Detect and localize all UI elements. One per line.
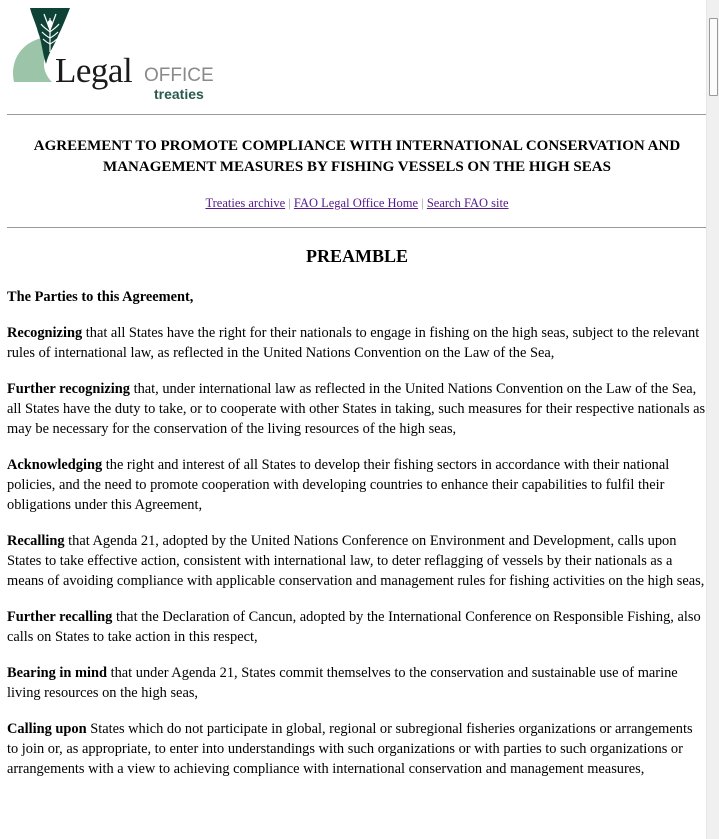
paragraph-further-recalling (7, 607, 707, 647)
paragraph-further-recognizing (7, 379, 707, 439)
paragraph-text: States which do not participate in global, regional or subregional fisheries organizations or arrangements to join or, as appropriate, to enter into understandings with such organizations or with parties to such organizations or arrangements with a view to achieving compliance with international conservation and management measures, (7, 721, 693, 777)
paragraph-text: that the Declaration of Cancun, adopted by the International Conference on Responsible Fishing, also calls on States to take action in this respect, (7, 609, 701, 645)
breadcrumb-nav (0, 196, 714, 211)
link-treaties-archive[interactable]: Treaties archive (205, 196, 286, 210)
nav-divider (7, 227, 706, 228)
paragraph-lead: Calling upon (7, 721, 87, 737)
logo-text-treaties: treaties (154, 86, 204, 102)
paragraph-lead: Further recognizing (7, 381, 130, 397)
paragraph-text: that all States have the right for their nationals to engage in fishing on the high seas, subject to the relevant rules of international law, as reflected in the United Nations Convention on the Law of the Sea, (7, 325, 700, 361)
header-divider (7, 114, 706, 115)
paragraph-lead: Recalling (7, 533, 65, 549)
paragraph-calling-upon (7, 719, 707, 779)
paragraph-text: that Agenda 21, adopted by the United Nations Conference on Environment and Development, calls upon States to take effective action, consistent with international law, to deter reflagging of vessels by their nationals as a means of avoiding compliance with applicable conservation and management rules for fishing activities on the high seas, (7, 533, 705, 589)
paragraph-lead: Recognizing (7, 325, 83, 341)
preamble-content (7, 287, 707, 795)
paragraph-lead: Acknowledging (7, 457, 103, 473)
link-search-fao-site[interactable]: Search FAO site (426, 196, 509, 210)
scrollbar-thumb[interactable] (709, 18, 718, 96)
paragraph-text: that, under international law as reflected in the United Nations Convention on the Law of the Sea, all States have the duty to take, or to cooperate with other States in taking, such measures for their respective nationals as may be necessary for the conservation of the living resources of the high seas, (7, 381, 706, 437)
nav-separator: | (288, 196, 291, 210)
paragraph-acknowledging (7, 455, 707, 515)
logo-text-office: OFFICE (144, 65, 214, 86)
paragraph-lead: Bearing in mind (7, 665, 107, 681)
paragraph-text: that under Agenda 21, States commit themselves to the conservation and sustainable use of marine living resources on the high seas, (7, 665, 678, 701)
intro-line: The Parties to this Agreement, (7, 289, 194, 305)
logo-text-legal: Legal (55, 51, 133, 90)
link-fao-legal-office-home[interactable]: FAO Legal Office Home (293, 196, 419, 210)
paragraph-recalling (7, 531, 707, 591)
page-title: AGREEMENT TO PROMOTE COMPLIANCE WITH INTERNATIONAL CONSERVATION AND MANAGEMENT MEASURES BY FISHING VESSELS ON THE HIGH SEAS (33, 138, 681, 175)
paragraph-lead: Further recalling (7, 609, 113, 625)
paragraph-text: the right and interest of all States to develop their fishing sectors in accordance with their national policies, and the need to promote cooperation with developing countries to enhance their capabilities to fulfil their obligations under this Agreement, (7, 457, 670, 513)
paragraph-bearing-in-mind (7, 663, 707, 703)
vertical-scrollbar[interactable] (706, 0, 719, 839)
paragraph-recognizing (7, 323, 707, 363)
nav-separator: | (421, 196, 424, 210)
section-heading: PREAMBLE (305, 246, 408, 266)
legal-office-logo[interactable] (8, 6, 218, 102)
